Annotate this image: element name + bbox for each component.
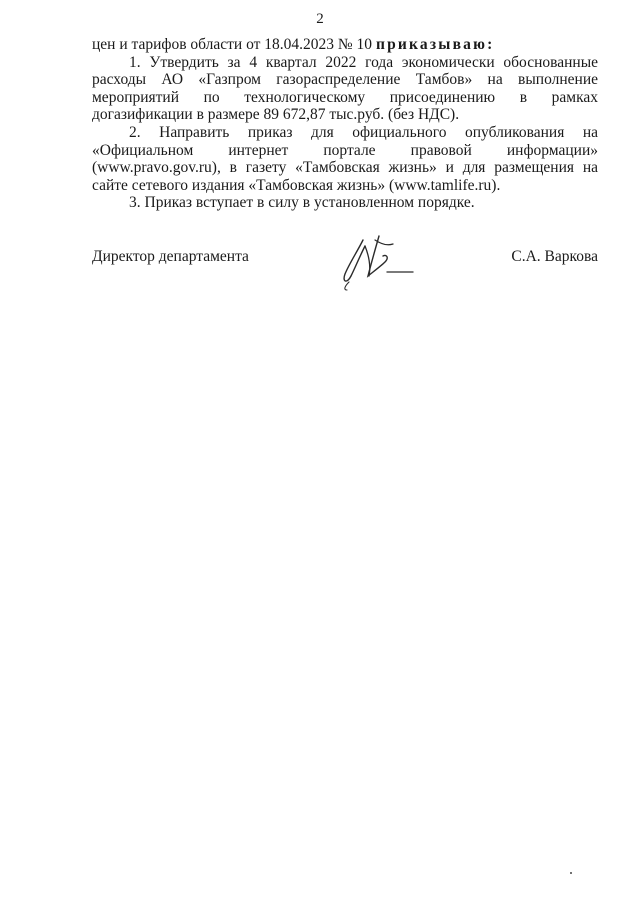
signatory-name: С.А. Варкова [511, 248, 598, 265]
signatory-position: Директор департамента [92, 248, 249, 265]
signature-block [92, 244, 598, 294]
document-body [92, 36, 598, 212]
intro-text: цен и тарифов области от 18.04.2023 № 10 [92, 36, 376, 53]
order-item-1: 1. Утвердить за 4 квартал 2022 года экономически обоснованные расходы АО «Газпром газораспределение Тамбов» на выполнение мероприятий по технологическому присоединению в рамках догазификации в размере 89 672,87 тыс.руб. (без НДС). [92, 53, 598, 124]
page-number: 2 [316, 11, 324, 27]
order-keyword: приказываю: [375, 36, 495, 53]
intro-paragraph [92, 36, 598, 54]
order-item-3: 3. Приказ вступает в силу в установленном порядке. [129, 194, 475, 212]
order-item-2: 2. Направить приказ для официального опубликования на «Официальном интернет портале правовой информации» (www.pravo.gov.ru), в газету «Тамбовская жизнь» и для размещения на сайте сетевого издания «Тамбовская жизнь» (www.tamlife.ru). [92, 123, 598, 194]
handwritten-signature [335, 232, 425, 292]
scan-speck [570, 872, 572, 874]
